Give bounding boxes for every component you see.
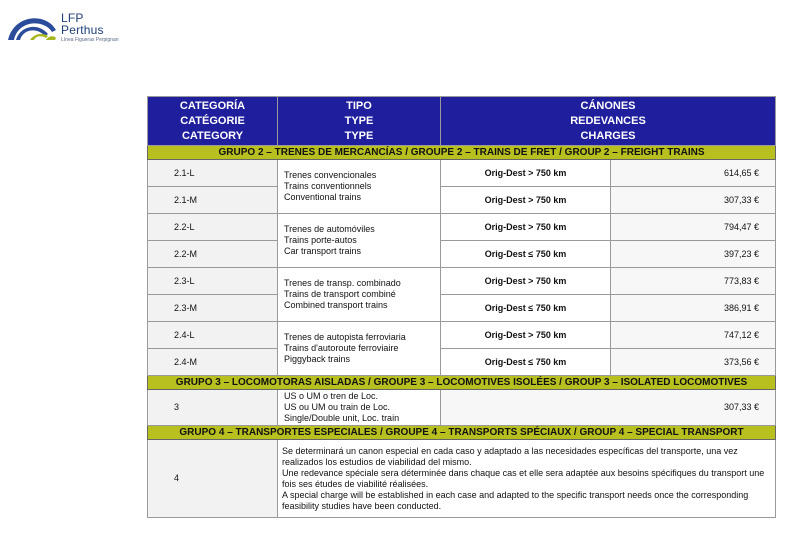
- charge-value: 307,33 €: [441, 390, 776, 426]
- charges-table: [147, 96, 776, 518]
- train-type: Trenes de automóviles Trains porte-autos Car transport trains: [278, 214, 441, 268]
- table-row: [148, 241, 776, 268]
- distance-condition: Orig-Dest > 750 km: [441, 187, 611, 214]
- distance-condition: Orig-Dest > 750 km: [441, 214, 611, 241]
- train-type: Trenes convencionales Trains conventionnels Conventional trains: [278, 160, 441, 214]
- group2-title: GRUPO 2 – TRENES DE MERCANCÍAS / GROUPE 2 – TRAINS DE FRET / GROUP 2 – FREIGHT TRAINS: [148, 146, 776, 160]
- category-code: 2.4-L: [148, 322, 278, 349]
- charge-value: 307,33 €: [611, 187, 776, 214]
- category-code: 2.4-M: [148, 349, 278, 376]
- distance-condition: Orig-Dest ≤ 750 km: [441, 241, 611, 268]
- distance-condition: Orig-Dest ≤ 750 km: [441, 295, 611, 322]
- distance-condition: Orig-Dest > 750 km: [441, 322, 611, 349]
- group3-title: GRUPO 3 – LOCOMOTORAS AISLADAS / GROUPE 3 – LOCOMOTIVES ISOLÉES / GROUP 3 – ISOLATED LOCOMOTIVES: [148, 376, 776, 390]
- header-category: CATEGORÍA CATÉGORIE CATEGORY: [148, 97, 278, 146]
- category-code: 2.1-M: [148, 187, 278, 214]
- table-row: [148, 214, 776, 241]
- charge-value: 614,65 €: [611, 160, 776, 187]
- train-type: US o UM o tren de Loc. US ou UM ou train de Loc. Single/Double unit, Loc. train: [278, 390, 441, 426]
- category-code: 2.3-L: [148, 268, 278, 295]
- header-type: TIPO TYPE TYPE: [278, 97, 441, 146]
- charge-value: 397,23 €: [611, 241, 776, 268]
- table-row: [148, 295, 776, 322]
- category-code: 3: [148, 390, 278, 426]
- group4-title: GRUPO 4 – TRANSPORTES ESPECIALES / GROUPE 4 – TRANSPORTS SPÉCIAUX / GROUP 4 – SPECIAL TRANSPORT: [148, 426, 776, 440]
- charge-value: 747,12 €: [611, 322, 776, 349]
- table-row: [148, 440, 776, 518]
- train-type: Trenes de transp. combinado Trains de transport combiné Combined transport trains: [278, 268, 441, 322]
- charge-value: 773,83 €: [611, 268, 776, 295]
- table-row: [148, 268, 776, 295]
- logo-line1: LFP: [61, 11, 84, 25]
- special-charge-description: Se determinará un canon especial en cada caso y adaptado a las necesidades específicas del transporte, una vez realizados los estudios de viabilidad del mismo. Une redevance spéciale sera déterminée dans chaque cas et elle sera adaptée aux besoins spécifiques du transport une fois ses études de viabilité réalisées. A special charge will be established in each case and adapted to the specific transport needs once the corresponding feasibility studies have been conducted.: [278, 440, 776, 518]
- logo-line2: Perthus: [61, 23, 104, 37]
- group2-title-row: [148, 146, 776, 160]
- header-charges: CÁNONES REDEVANCES CHARGES: [441, 97, 776, 146]
- charge-value: 386,91 €: [611, 295, 776, 322]
- train-type: Trenes de autopista ferroviaria Trains d'autoroute ferroviaire Piggyback trains: [278, 322, 441, 376]
- table-row: [148, 187, 776, 214]
- lfp-perthus-logo: [6, 10, 126, 46]
- table-row: [148, 322, 776, 349]
- charge-value: 373,56 €: [611, 349, 776, 376]
- table-row: [148, 349, 776, 376]
- group3-title-row: [148, 376, 776, 390]
- table-row: [148, 390, 776, 426]
- table-header-row: [148, 97, 776, 146]
- category-code: 2.3-M: [148, 295, 278, 322]
- group4-title-row: [148, 426, 776, 440]
- category-code: 4: [148, 440, 278, 518]
- category-code: 2.2-L: [148, 214, 278, 241]
- table-row: [148, 160, 776, 187]
- charge-value: 794,47 €: [611, 214, 776, 241]
- category-code: 2.2-M: [148, 241, 278, 268]
- distance-condition: Orig-Dest ≤ 750 km: [441, 349, 611, 376]
- distance-condition: Orig-Dest > 750 km: [441, 160, 611, 187]
- logo-subtitle: Línea Figueras Perpignan: [61, 37, 119, 43]
- category-code: 2.1-L: [148, 160, 278, 187]
- logo-arch-icon: [6, 10, 58, 44]
- distance-condition: Orig-Dest > 750 km: [441, 268, 611, 295]
